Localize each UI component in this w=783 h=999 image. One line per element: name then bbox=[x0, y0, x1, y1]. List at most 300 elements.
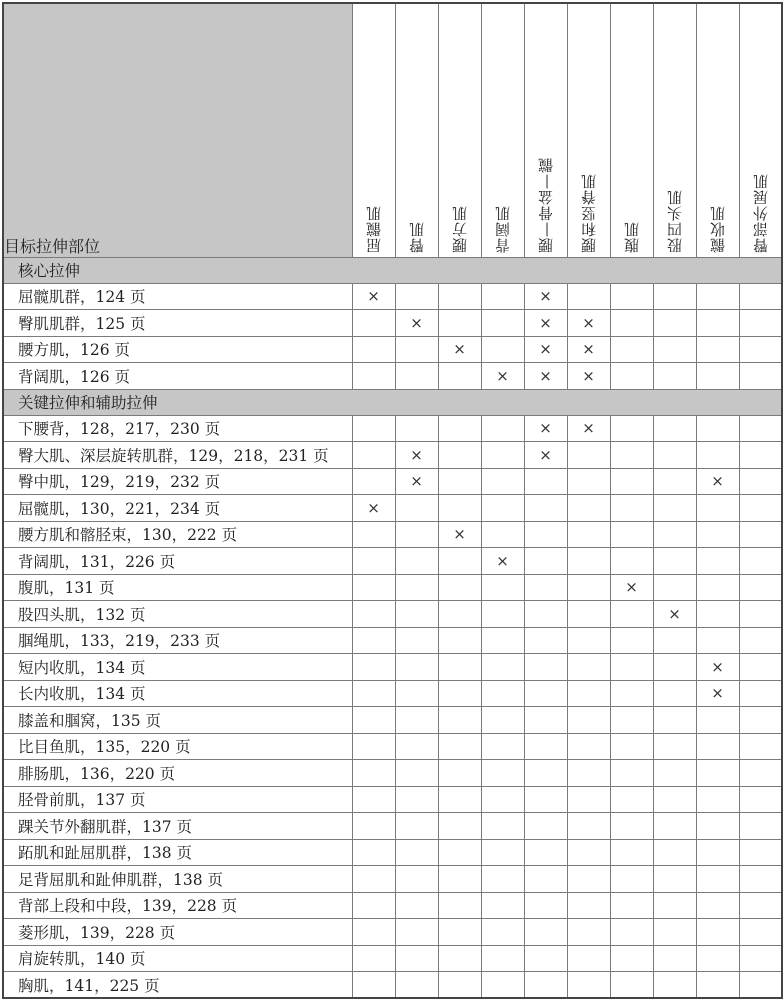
row-label: 臀肌肌群，125 页 bbox=[3, 310, 352, 337]
row-label: 臀中肌，129，219，232 页 bbox=[3, 468, 352, 495]
empty-cell bbox=[524, 468, 567, 495]
empty-cell bbox=[481, 601, 524, 628]
row-label: 股四头肌，132 页 bbox=[3, 601, 352, 628]
table-row bbox=[3, 548, 782, 575]
empty-cell bbox=[696, 601, 739, 628]
empty-cell bbox=[739, 468, 782, 495]
table-row bbox=[3, 468, 782, 495]
empty-cell bbox=[395, 839, 438, 866]
empty-cell bbox=[481, 813, 524, 840]
empty-cell bbox=[739, 601, 782, 628]
empty-cell bbox=[481, 919, 524, 946]
empty-cell bbox=[696, 866, 739, 893]
empty-cell bbox=[395, 813, 438, 840]
empty-cell bbox=[610, 627, 653, 654]
empty-cell bbox=[696, 627, 739, 654]
empty-cell bbox=[438, 442, 481, 469]
table-row bbox=[3, 892, 782, 919]
empty-cell bbox=[696, 415, 739, 442]
empty-cell bbox=[610, 707, 653, 734]
check-mark-cell: × bbox=[395, 442, 438, 469]
check-mark-cell: × bbox=[524, 310, 567, 337]
empty-cell bbox=[438, 786, 481, 813]
empty-cell bbox=[352, 442, 395, 469]
empty-cell bbox=[395, 601, 438, 628]
empty-cell bbox=[610, 813, 653, 840]
empty-cell bbox=[481, 786, 524, 813]
empty-cell bbox=[696, 892, 739, 919]
empty-cell bbox=[610, 283, 653, 310]
empty-cell bbox=[481, 521, 524, 548]
empty-cell bbox=[524, 972, 567, 999]
empty-cell bbox=[481, 310, 524, 337]
empty-cell bbox=[524, 760, 567, 787]
empty-cell bbox=[739, 945, 782, 972]
empty-cell bbox=[696, 574, 739, 601]
empty-cell bbox=[395, 336, 438, 363]
empty-cell bbox=[653, 786, 696, 813]
empty-cell bbox=[610, 786, 653, 813]
empty-cell bbox=[438, 972, 481, 999]
table-row bbox=[3, 786, 782, 813]
empty-cell bbox=[610, 760, 653, 787]
empty-cell bbox=[610, 839, 653, 866]
empty-cell bbox=[653, 574, 696, 601]
row-label: 胸肌，141，225 页 bbox=[3, 972, 352, 999]
empty-cell bbox=[739, 866, 782, 893]
empty-cell bbox=[610, 972, 653, 999]
empty-cell bbox=[567, 680, 610, 707]
empty-cell bbox=[739, 760, 782, 787]
check-mark-cell: × bbox=[438, 521, 481, 548]
row-label: 腰方肌和髂胫束，130，222 页 bbox=[3, 521, 352, 548]
check-mark-cell: × bbox=[610, 574, 653, 601]
empty-cell bbox=[438, 680, 481, 707]
table-row bbox=[3, 336, 782, 363]
empty-cell bbox=[610, 548, 653, 575]
empty-cell bbox=[481, 654, 524, 681]
empty-cell bbox=[352, 760, 395, 787]
empty-cell bbox=[610, 680, 653, 707]
empty-cell bbox=[610, 363, 653, 390]
empty-cell bbox=[739, 495, 782, 522]
empty-cell bbox=[481, 442, 524, 469]
empty-cell bbox=[352, 310, 395, 337]
empty-cell bbox=[395, 521, 438, 548]
empty-cell bbox=[352, 839, 395, 866]
empty-cell bbox=[352, 521, 395, 548]
empty-cell bbox=[739, 839, 782, 866]
empty-cell bbox=[696, 283, 739, 310]
empty-cell bbox=[395, 415, 438, 442]
table-row bbox=[3, 283, 782, 310]
empty-cell bbox=[438, 919, 481, 946]
column-header: 屈髋肌 bbox=[352, 3, 395, 257]
empty-cell bbox=[696, 495, 739, 522]
empty-cell bbox=[610, 866, 653, 893]
empty-cell bbox=[653, 521, 696, 548]
empty-cell bbox=[610, 601, 653, 628]
empty-cell bbox=[524, 521, 567, 548]
row-label: 背阔肌，131，226 页 bbox=[3, 548, 352, 575]
empty-cell bbox=[352, 707, 395, 734]
row-label: 跖肌和趾屈肌群，138 页 bbox=[3, 839, 352, 866]
empty-cell bbox=[395, 495, 438, 522]
empty-cell bbox=[610, 654, 653, 681]
row-label: 踝关节外翻肌群，137 页 bbox=[3, 813, 352, 840]
empty-cell bbox=[567, 972, 610, 999]
check-mark-cell: × bbox=[524, 336, 567, 363]
table-row bbox=[3, 363, 782, 390]
empty-cell bbox=[481, 627, 524, 654]
empty-cell bbox=[567, 654, 610, 681]
table-row bbox=[3, 442, 782, 469]
empty-cell bbox=[696, 972, 739, 999]
empty-cell bbox=[438, 892, 481, 919]
empty-cell bbox=[653, 839, 696, 866]
empty-cell bbox=[352, 733, 395, 760]
row-label: 背部上段和中段，139，228 页 bbox=[3, 892, 352, 919]
empty-cell bbox=[739, 707, 782, 734]
table-body bbox=[3, 257, 782, 998]
row-label: 膝盖和腘窝，135 页 bbox=[3, 707, 352, 734]
check-mark-cell: × bbox=[352, 495, 395, 522]
table-row bbox=[3, 574, 782, 601]
empty-cell bbox=[352, 336, 395, 363]
empty-cell bbox=[438, 495, 481, 522]
empty-cell bbox=[696, 760, 739, 787]
empty-cell bbox=[567, 707, 610, 734]
column-header: 腰—骨盆—髋 bbox=[524, 3, 567, 257]
empty-cell bbox=[610, 945, 653, 972]
empty-cell bbox=[653, 919, 696, 946]
empty-cell bbox=[653, 627, 696, 654]
empty-cell bbox=[524, 627, 567, 654]
check-mark-cell: × bbox=[481, 363, 524, 390]
empty-cell bbox=[481, 945, 524, 972]
empty-cell bbox=[395, 363, 438, 390]
check-mark-cell: × bbox=[696, 680, 739, 707]
check-mark-cell: × bbox=[352, 283, 395, 310]
empty-cell bbox=[438, 468, 481, 495]
empty-cell bbox=[395, 972, 438, 999]
empty-cell bbox=[352, 627, 395, 654]
empty-cell bbox=[352, 574, 395, 601]
empty-cell bbox=[524, 945, 567, 972]
check-mark-cell: × bbox=[524, 442, 567, 469]
empty-cell bbox=[524, 892, 567, 919]
column-header: 背阔肌 bbox=[481, 3, 524, 257]
empty-cell bbox=[481, 495, 524, 522]
empty-cell bbox=[438, 363, 481, 390]
empty-cell bbox=[696, 919, 739, 946]
empty-cell bbox=[567, 813, 610, 840]
empty-cell bbox=[352, 548, 395, 575]
empty-cell bbox=[567, 442, 610, 469]
empty-cell bbox=[653, 336, 696, 363]
table-row bbox=[3, 627, 782, 654]
empty-cell bbox=[567, 786, 610, 813]
empty-cell bbox=[395, 283, 438, 310]
row-label: 比目鱼肌，135，220 页 bbox=[3, 733, 352, 760]
empty-cell bbox=[567, 495, 610, 522]
column-header: 腹肌 bbox=[610, 3, 653, 257]
empty-cell bbox=[352, 601, 395, 628]
empty-cell bbox=[739, 786, 782, 813]
row-label: 屈髋肌群，124 页 bbox=[3, 283, 352, 310]
empty-cell bbox=[524, 495, 567, 522]
table-row bbox=[3, 972, 782, 999]
empty-cell bbox=[610, 468, 653, 495]
empty-cell bbox=[696, 813, 739, 840]
empty-cell bbox=[438, 310, 481, 337]
check-mark-cell: × bbox=[524, 363, 567, 390]
empty-cell bbox=[696, 521, 739, 548]
empty-cell bbox=[653, 468, 696, 495]
empty-cell bbox=[610, 336, 653, 363]
column-header: 臀部外展肌 bbox=[739, 3, 782, 257]
empty-cell bbox=[481, 574, 524, 601]
empty-cell bbox=[653, 495, 696, 522]
stretch-target-table bbox=[2, 2, 783, 999]
empty-cell bbox=[696, 442, 739, 469]
row-label: 屈髋肌，130，221，234 页 bbox=[3, 495, 352, 522]
empty-cell bbox=[739, 310, 782, 337]
empty-cell bbox=[352, 866, 395, 893]
row-label: 腰方肌，126 页 bbox=[3, 336, 352, 363]
empty-cell bbox=[352, 415, 395, 442]
empty-cell bbox=[610, 892, 653, 919]
empty-cell bbox=[352, 363, 395, 390]
empty-cell bbox=[696, 548, 739, 575]
empty-cell bbox=[481, 707, 524, 734]
empty-cell bbox=[653, 283, 696, 310]
empty-cell bbox=[395, 786, 438, 813]
table-row bbox=[3, 521, 782, 548]
empty-cell bbox=[610, 310, 653, 337]
empty-cell bbox=[610, 495, 653, 522]
empty-cell bbox=[567, 521, 610, 548]
row-label: 短内收肌，134 页 bbox=[3, 654, 352, 681]
empty-cell bbox=[395, 945, 438, 972]
empty-cell bbox=[567, 468, 610, 495]
empty-cell bbox=[438, 707, 481, 734]
empty-cell bbox=[739, 892, 782, 919]
table-row bbox=[3, 919, 782, 946]
empty-cell bbox=[653, 363, 696, 390]
section-header-row bbox=[3, 257, 782, 283]
empty-cell bbox=[395, 866, 438, 893]
empty-cell bbox=[696, 733, 739, 760]
check-mark-cell: × bbox=[438, 336, 481, 363]
empty-cell bbox=[739, 654, 782, 681]
empty-cell bbox=[567, 839, 610, 866]
empty-cell bbox=[352, 919, 395, 946]
empty-cell bbox=[653, 892, 696, 919]
empty-cell bbox=[739, 972, 782, 999]
empty-cell bbox=[395, 892, 438, 919]
column-header: 腰方肌 bbox=[438, 3, 481, 257]
empty-cell bbox=[567, 574, 610, 601]
empty-cell bbox=[696, 945, 739, 972]
empty-cell bbox=[567, 919, 610, 946]
empty-cell bbox=[438, 415, 481, 442]
empty-cell bbox=[567, 760, 610, 787]
empty-cell bbox=[438, 627, 481, 654]
empty-cell bbox=[438, 654, 481, 681]
table-row bbox=[3, 415, 782, 442]
empty-cell bbox=[352, 786, 395, 813]
empty-cell bbox=[653, 707, 696, 734]
empty-cell bbox=[696, 839, 739, 866]
empty-cell bbox=[395, 548, 438, 575]
empty-cell bbox=[481, 972, 524, 999]
header-row bbox=[3, 3, 782, 257]
empty-cell bbox=[567, 866, 610, 893]
empty-cell bbox=[481, 839, 524, 866]
check-mark-cell: × bbox=[567, 415, 610, 442]
empty-cell bbox=[524, 919, 567, 946]
empty-cell bbox=[352, 972, 395, 999]
empty-cell bbox=[524, 733, 567, 760]
empty-cell bbox=[395, 919, 438, 946]
empty-cell bbox=[653, 415, 696, 442]
empty-cell bbox=[524, 680, 567, 707]
empty-cell bbox=[696, 336, 739, 363]
column-header: 髋收肌 bbox=[696, 3, 739, 257]
empty-cell bbox=[653, 733, 696, 760]
empty-cell bbox=[524, 707, 567, 734]
empty-cell bbox=[524, 839, 567, 866]
empty-cell bbox=[481, 415, 524, 442]
empty-cell bbox=[610, 733, 653, 760]
empty-cell bbox=[438, 283, 481, 310]
empty-cell bbox=[524, 866, 567, 893]
column-header: 腰和竖脊肌 bbox=[567, 3, 610, 257]
empty-cell bbox=[481, 336, 524, 363]
empty-cell bbox=[653, 442, 696, 469]
empty-cell bbox=[395, 680, 438, 707]
empty-cell bbox=[567, 601, 610, 628]
empty-cell bbox=[567, 945, 610, 972]
empty-cell bbox=[395, 627, 438, 654]
empty-cell bbox=[352, 892, 395, 919]
empty-cell bbox=[395, 574, 438, 601]
empty-cell bbox=[395, 733, 438, 760]
table-row bbox=[3, 839, 782, 866]
section-header-row bbox=[3, 389, 782, 415]
empty-cell bbox=[481, 283, 524, 310]
empty-cell bbox=[739, 415, 782, 442]
empty-cell bbox=[739, 442, 782, 469]
empty-cell bbox=[696, 363, 739, 390]
empty-cell bbox=[653, 680, 696, 707]
table-row bbox=[3, 760, 782, 787]
empty-cell bbox=[438, 548, 481, 575]
check-mark-cell: × bbox=[567, 363, 610, 390]
empty-cell bbox=[653, 945, 696, 972]
table-row bbox=[3, 866, 782, 893]
check-mark-cell: × bbox=[653, 601, 696, 628]
check-mark-cell: × bbox=[395, 310, 438, 337]
empty-cell bbox=[739, 919, 782, 946]
empty-cell bbox=[739, 574, 782, 601]
empty-cell bbox=[653, 972, 696, 999]
table-row bbox=[3, 310, 782, 337]
row-label: 腓肠肌，136，220 页 bbox=[3, 760, 352, 787]
empty-cell bbox=[739, 521, 782, 548]
check-mark-cell: × bbox=[481, 548, 524, 575]
empty-cell bbox=[696, 310, 739, 337]
empty-cell bbox=[481, 866, 524, 893]
section-title: 关键拉伸和辅助拉伸 bbox=[3, 389, 782, 415]
empty-cell bbox=[653, 654, 696, 681]
row-label: 肩旋转肌，140 页 bbox=[3, 945, 352, 972]
empty-cell bbox=[524, 786, 567, 813]
empty-cell bbox=[739, 813, 782, 840]
empty-cell bbox=[481, 733, 524, 760]
empty-cell bbox=[653, 310, 696, 337]
empty-cell bbox=[653, 813, 696, 840]
empty-cell bbox=[696, 786, 739, 813]
empty-cell bbox=[567, 627, 610, 654]
row-label: 胫骨前肌，137 页 bbox=[3, 786, 352, 813]
empty-cell bbox=[352, 813, 395, 840]
row-label: 足背屈肌和趾伸肌群，138 页 bbox=[3, 866, 352, 893]
empty-cell bbox=[567, 733, 610, 760]
empty-cell bbox=[438, 839, 481, 866]
table-row bbox=[3, 654, 782, 681]
check-mark-cell: × bbox=[696, 468, 739, 495]
empty-cell bbox=[610, 442, 653, 469]
empty-cell bbox=[653, 760, 696, 787]
empty-cell bbox=[438, 813, 481, 840]
row-label: 菱形肌，139，228 页 bbox=[3, 919, 352, 946]
empty-cell bbox=[610, 415, 653, 442]
empty-cell bbox=[352, 945, 395, 972]
table-row bbox=[3, 733, 782, 760]
empty-cell bbox=[438, 866, 481, 893]
table-row bbox=[3, 680, 782, 707]
check-mark-cell: × bbox=[395, 468, 438, 495]
row-label: 长内收肌，134 页 bbox=[3, 680, 352, 707]
table-row bbox=[3, 601, 782, 628]
empty-cell bbox=[481, 680, 524, 707]
empty-cell bbox=[395, 707, 438, 734]
empty-cell bbox=[481, 892, 524, 919]
empty-cell bbox=[739, 733, 782, 760]
column-header: 股四头肌 bbox=[653, 3, 696, 257]
row-label: 臀大肌、深层旋转肌群，129，218，231 页 bbox=[3, 442, 352, 469]
empty-cell bbox=[653, 866, 696, 893]
empty-cell bbox=[524, 813, 567, 840]
empty-cell bbox=[438, 733, 481, 760]
empty-cell bbox=[567, 548, 610, 575]
empty-cell bbox=[739, 548, 782, 575]
empty-cell bbox=[481, 468, 524, 495]
empty-cell bbox=[739, 680, 782, 707]
empty-cell bbox=[739, 283, 782, 310]
empty-cell bbox=[567, 892, 610, 919]
empty-cell bbox=[524, 601, 567, 628]
empty-cell bbox=[567, 283, 610, 310]
check-mark-cell: × bbox=[696, 654, 739, 681]
section-title: 核心拉伸 bbox=[3, 257, 782, 283]
table-row bbox=[3, 813, 782, 840]
empty-cell bbox=[352, 468, 395, 495]
row-label: 腘绳肌，133，219，233 页 bbox=[3, 627, 352, 654]
check-mark-cell: × bbox=[567, 336, 610, 363]
